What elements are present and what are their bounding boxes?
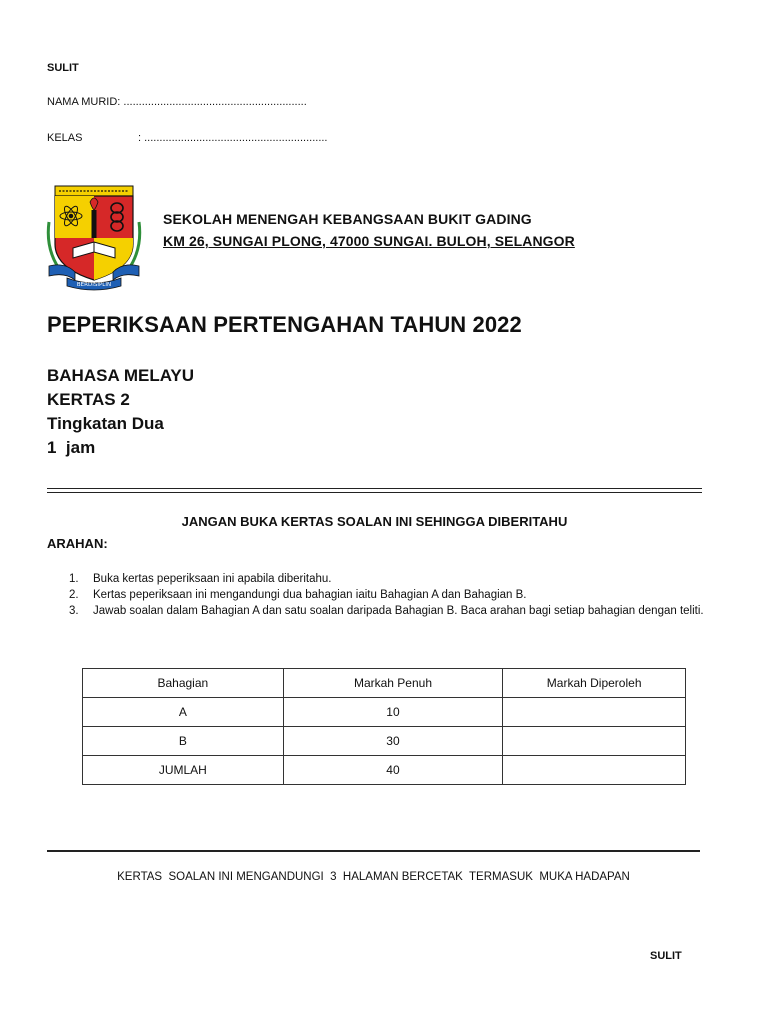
list-item-number: 3.	[69, 605, 79, 617]
list-item-text: Buka kertas peperiksaan ini apabila diberitahu.	[93, 573, 332, 585]
cell-markah-diperoleh	[503, 698, 686, 727]
marks-table	[82, 668, 686, 785]
paper-number: KERTAS 2	[47, 390, 130, 409]
crest-motto: BERDISIPLIN	[76, 282, 112, 288]
subject-block	[47, 364, 194, 460]
cell-markah-diperoleh	[503, 756, 686, 785]
do-not-open-warning: JANGAN BUKA KERTAS SOALAN INI SEHINGGA DIBERITAHU	[181, 514, 568, 529]
header-bahagian: Bahagian	[83, 669, 284, 698]
nama-murid-field	[47, 96, 307, 108]
list-item-number: 2.	[69, 589, 79, 601]
list-item-text: Jawab soalan dalam Bahagian A dan satu soalan daripada Bahagian B. Baca arahan bagi setiap bahagian dengan teliti.	[93, 605, 704, 617]
list-item	[47, 571, 709, 587]
instructions-heading: ARAHAN:	[47, 536, 108, 551]
school-crest-logo	[45, 182, 143, 292]
page-count-note: KERTAS SOALAN INI MENGANDUNGI 3 HALAMAN BERCETAK TERMASUK MUKA HADAPAN	[117, 871, 630, 883]
subject-name: BAHASA MELAYU	[47, 366, 195, 385]
cell-bahagian: B	[83, 727, 284, 756]
double-divider	[47, 488, 702, 493]
header-markah-diperoleh: Markah Diperoleh	[503, 669, 686, 698]
sulit-label-top: SULIT	[47, 62, 79, 74]
kelas-label: KELAS	[47, 132, 83, 144]
header-markah-penuh: Markah Penuh	[283, 669, 503, 698]
nama-murid-label: NAMA MURID:	[47, 96, 121, 108]
school-address: KM 26, SUNGAI PLONG, 47000 SUNGAI. BULOH, SELANGOR	[163, 233, 575, 249]
cell-markah-penuh: 30	[283, 727, 503, 756]
table-header-row	[83, 669, 686, 698]
cell-markah-penuh: 10	[283, 698, 503, 727]
list-item	[47, 587, 709, 603]
instructions-list	[47, 571, 709, 619]
kelas-blank: : ............................................................	[138, 132, 328, 144]
kelas-field	[47, 132, 327, 144]
exam-title: PEPERIKSAAN PERTENGAHAN TAHUN 2022	[47, 312, 522, 337]
cell-bahagian: A	[83, 698, 284, 727]
list-item-number: 1.	[69, 573, 79, 585]
cell-markah-diperoleh	[503, 727, 686, 756]
sulit-label-bottom: SULIT	[650, 950, 682, 962]
list-item	[47, 603, 709, 619]
nama-murid-blank: ............................................................	[120, 96, 307, 108]
table-row	[83, 698, 686, 727]
cell-markah-penuh: 40	[283, 756, 503, 785]
form-level: Tingkatan Dua	[47, 414, 164, 433]
cell-bahagian: JUMLAH	[83, 756, 284, 785]
table-row	[83, 756, 686, 785]
exam-duration: 1 jam	[47, 438, 96, 457]
list-item-text: Kertas peperiksaan ini mengandungi dua bahagian iaitu Bahagian A dan Bahagian B.	[93, 589, 527, 601]
bottom-divider	[47, 850, 700, 852]
table-row	[83, 727, 686, 756]
school-name: SEKOLAH MENENGAH KEBANGSAAN BUKIT GADING	[163, 211, 532, 227]
